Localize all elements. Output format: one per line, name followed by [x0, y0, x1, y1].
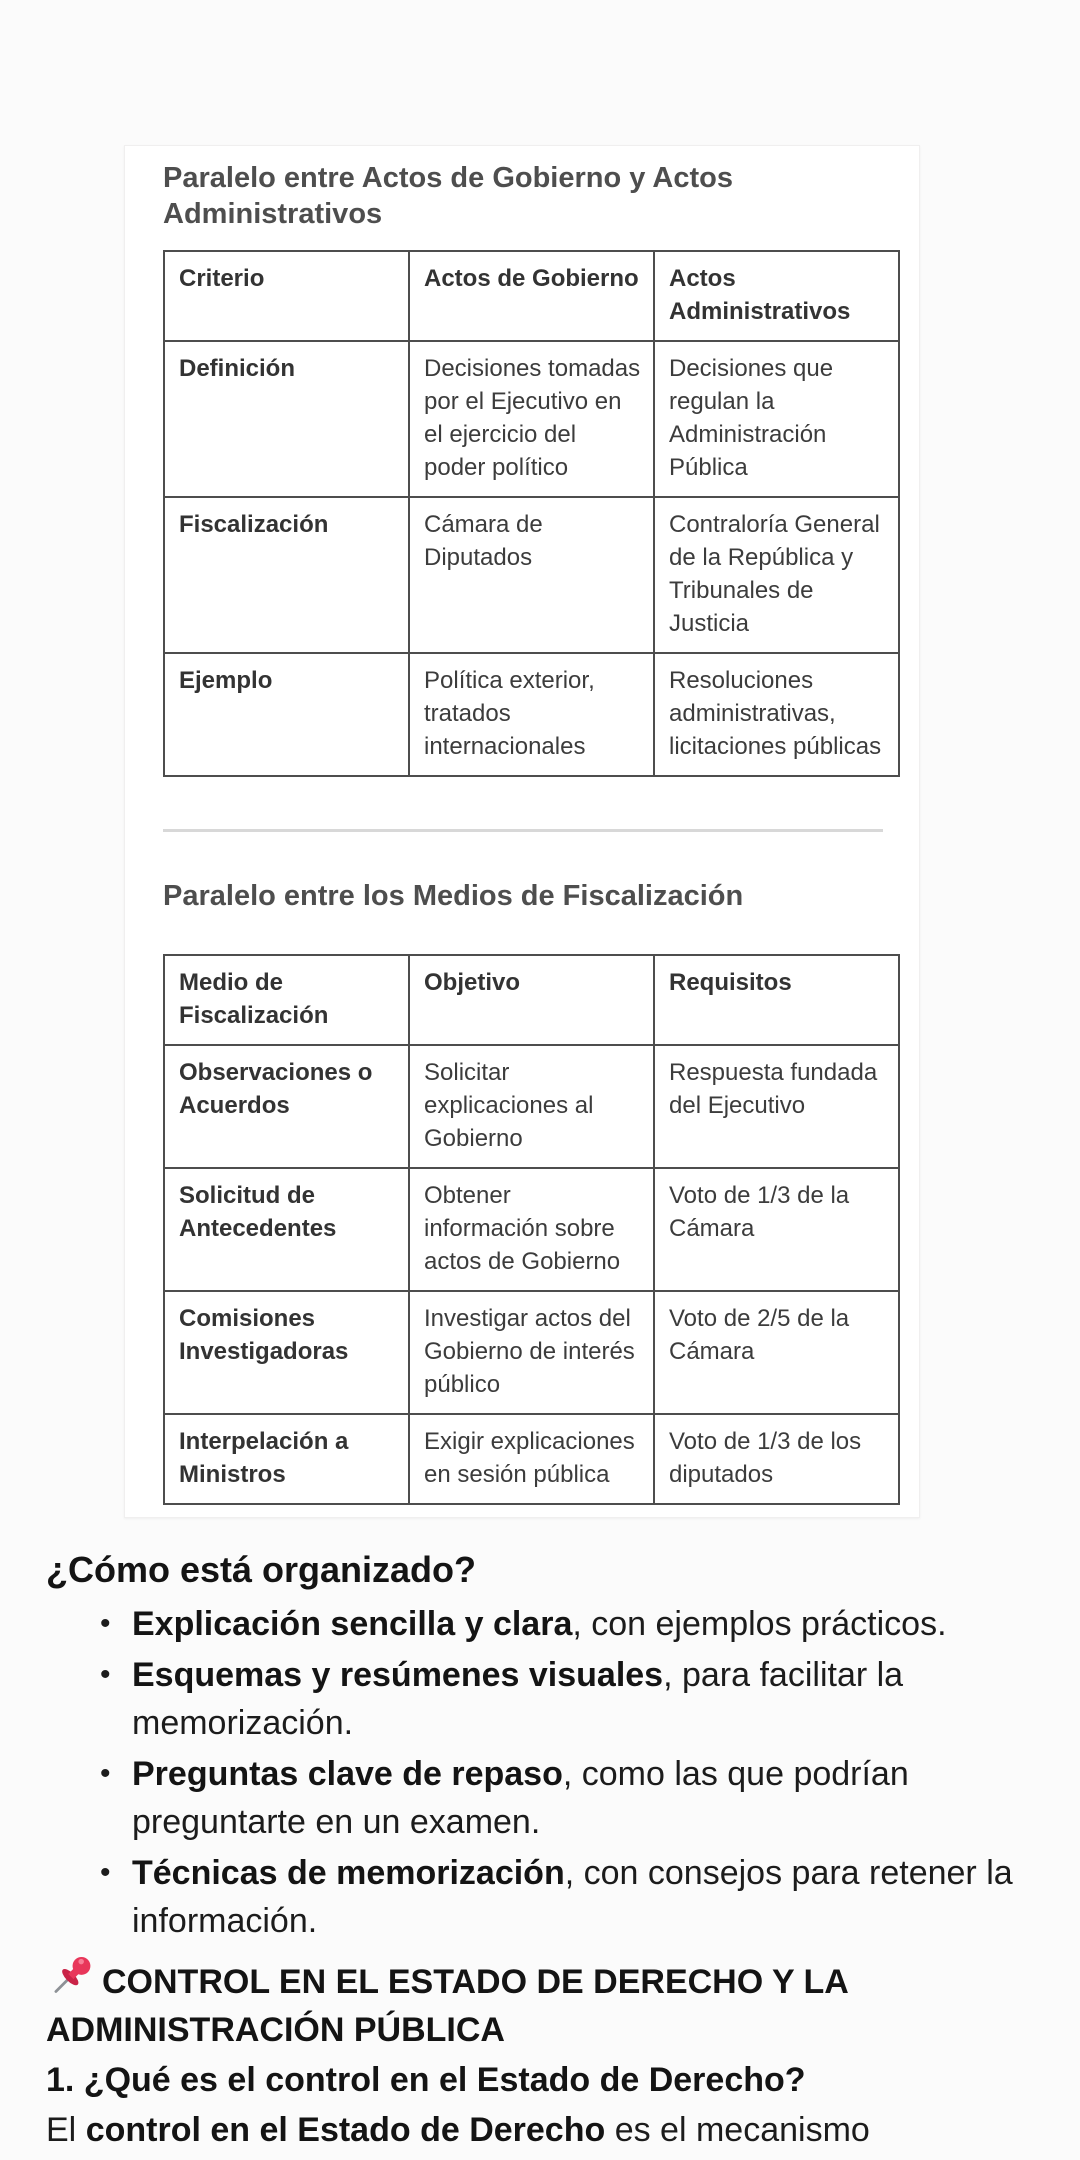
list-item: [46, 1750, 1044, 1846]
list-item-lead: Explicación sencilla y clara: [132, 1605, 573, 1643]
table-row: [164, 1291, 899, 1414]
list-item-lead: Técnicas de memorización: [132, 1854, 565, 1892]
intro-paragraph: [46, 2106, 1044, 2154]
table-cell: Decisiones tomadas por el Ejecutivo en el ejercicio del poder político: [409, 341, 654, 497]
list-item-lead: Preguntas clave de repaso: [132, 1755, 563, 1793]
list-item: [46, 1651, 1044, 1747]
list-item-rest: , con ejemplos prácticos.: [572, 1605, 947, 1643]
table-cell: Decisiones que regulan la Administración Pública: [654, 341, 899, 497]
table-cell: Solicitar explicaciones al Gobierno: [409, 1045, 654, 1168]
question-heading: 1. ¿Qué es el control en el Estado de Derecho?: [46, 2061, 806, 2099]
paragraph-bold: control en el Estado de Derecho: [85, 2111, 606, 2149]
table-row: [164, 1045, 899, 1168]
table-cell: Cámara de Diputados: [409, 497, 654, 653]
organization-heading: ¿Cómo está organizado?: [46, 1549, 477, 1590]
row-label-cell: Fiscalización: [164, 497, 409, 653]
table-row: [164, 1414, 899, 1504]
paragraph-rest: es el mecanismo: [605, 2111, 870, 2149]
comparison-table-actos: [163, 250, 900, 777]
table-cell: Obtener información sobre actos de Gobierno: [409, 1168, 654, 1291]
table-cell: Política exterior, tratados internacionales: [409, 653, 654, 776]
pin-heading-label: CONTROL EN EL ESTADO DE DERECHO Y LA ADMINISTRACIÓN PÚBLICA: [46, 1963, 848, 2049]
row-label-cell: Solicitud de Antecedentes: [164, 1168, 409, 1291]
row-label-cell: Interpelación a Ministros: [164, 1414, 409, 1504]
list-item: [46, 1600, 1044, 1648]
table2-title: Paralelo entre los Medios de Fiscalización: [163, 880, 744, 912]
column-header: Medio de Fiscalización: [164, 955, 409, 1045]
column-header: Objetivo: [409, 955, 654, 1045]
table-header-row: [164, 251, 899, 341]
row-label-cell: Definición: [164, 341, 409, 497]
pin-heading: [46, 1951, 1044, 2054]
table-row: [164, 341, 899, 497]
table-cell: Voto de 2/5 de la Cámara: [654, 1291, 899, 1414]
paragraph-lead: El: [46, 2111, 86, 2149]
table-cell: Contraloría General de la República y Tribunales de Justicia: [654, 497, 899, 653]
table-cell: Respuesta fundada del Ejecutivo: [654, 1045, 899, 1168]
table-header-row: [164, 955, 899, 1045]
pushpin-icon: [46, 1951, 98, 2003]
table-cell: Exigir explicaciones en sesión pública: [409, 1414, 654, 1504]
table-cell: Voto de 1/3 de los diputados: [654, 1414, 899, 1504]
organization-list: [46, 1600, 1044, 1945]
table-cell: Investigar actos del Gobierno de interés público: [409, 1291, 654, 1414]
notes-text-section: [46, 1546, 1044, 2154]
list-item-rest: , como las que podrían preguntarte en un examen.: [132, 1755, 909, 1841]
column-header: Actos Administrativos: [654, 251, 899, 341]
tables-card: [124, 145, 920, 1518]
row-label-cell: Observaciones o Acuerdos: [164, 1045, 409, 1168]
table-row: [164, 653, 899, 776]
comparison-table-medios: [163, 954, 900, 1505]
table-cell: Voto de 1/3 de la Cámara: [654, 1168, 899, 1291]
table-row: [164, 1168, 899, 1291]
list-item-lead: Esquemas y resúmenes visuales: [132, 1656, 664, 1694]
row-label-cell: Comisiones Investigadoras: [164, 1291, 409, 1414]
table-row: [164, 497, 899, 653]
list-item: [46, 1849, 1044, 1945]
list-item-rest: , con consejos para retener la información.: [132, 1854, 1013, 1940]
section-divider: [163, 829, 883, 832]
column-header: Criterio: [164, 251, 409, 341]
table-cell: Resoluciones administrativas, licitaciones públicas: [654, 653, 899, 776]
row-label-cell: Ejemplo: [164, 653, 409, 776]
column-header: Requisitos: [654, 955, 899, 1045]
table1-title: Paralelo entre Actos de Gobierno y Actos Administrativos: [163, 162, 733, 230]
column-header: Actos de Gobierno: [409, 251, 654, 341]
list-item-rest: , para facilitar la memorización.: [132, 1656, 904, 1742]
